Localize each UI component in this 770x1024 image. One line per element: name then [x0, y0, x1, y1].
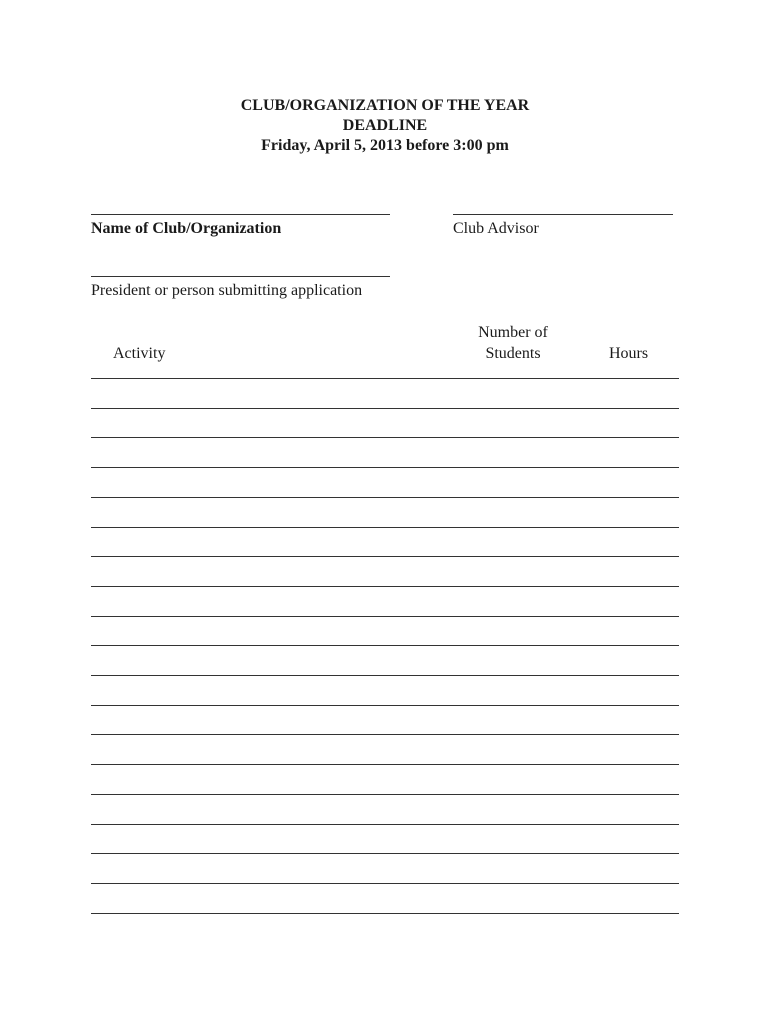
activity-row-line[interactable] [91, 616, 679, 617]
president-line[interactable] [91, 276, 390, 277]
form-header [0, 96, 770, 156]
activity-row-line[interactable] [91, 853, 679, 854]
president-label: President or person submitting application [91, 282, 363, 299]
students-column-header [462, 322, 564, 364]
activity-row-line[interactable] [91, 764, 679, 765]
activity-row-line[interactable] [91, 913, 679, 914]
activity-row-line[interactable] [91, 734, 679, 735]
students-column-label-line2: Students [485, 345, 541, 362]
activity-row-line[interactable] [91, 586, 679, 587]
activity-row-line[interactable] [91, 824, 679, 825]
deadline-heading: DEADLINE [342, 117, 428, 134]
activity-row-line[interactable] [91, 794, 679, 795]
activity-row-line[interactable] [91, 467, 679, 468]
club-name-line[interactable] [91, 214, 390, 215]
advisor-label: Club Advisor [453, 220, 539, 237]
activity-row-line[interactable] [91, 378, 679, 379]
deadline-date: Friday, April 5, 2013 before 3:00 pm [261, 137, 509, 154]
activity-row-line[interactable] [91, 556, 679, 557]
activity-row-line[interactable] [91, 883, 679, 884]
activity-row-line[interactable] [91, 527, 679, 528]
activity-column-header [113, 343, 165, 364]
club-name-label: Name of Club/Organization [91, 220, 282, 237]
activity-row-line[interactable] [91, 645, 679, 646]
activity-row-line[interactable] [91, 408, 679, 409]
activity-row-line[interactable] [91, 437, 679, 438]
form-title: CLUB/ORGANIZATION OF THE YEAR [240, 97, 530, 114]
activity-column-label: Activity [113, 345, 166, 362]
activity-row-line[interactable] [91, 497, 679, 498]
hours-column-label: Hours [609, 345, 649, 362]
activity-row-line[interactable] [91, 705, 679, 706]
students-column-label-line1: Number of [478, 324, 548, 341]
activity-row-line[interactable] [91, 675, 679, 676]
hours-column-header [609, 343, 648, 364]
advisor-line[interactable] [453, 214, 673, 215]
